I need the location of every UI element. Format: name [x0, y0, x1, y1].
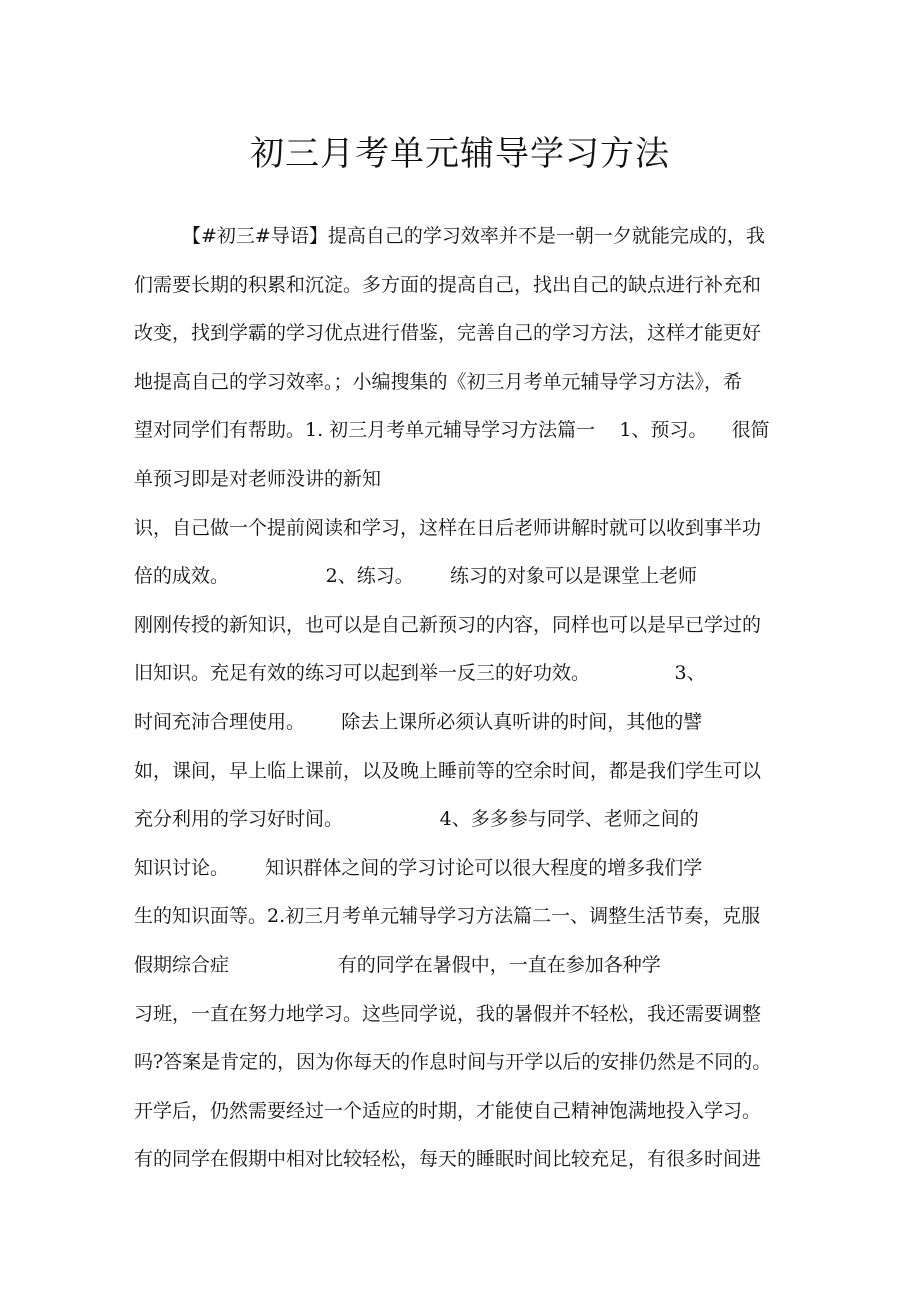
body-line-6: 单预习即是对老师没讲的新知 — [134, 467, 382, 490]
document-title: 初三月考单元辅导学习方法 — [250, 134, 670, 174]
body-line-8: 倍的成效。 2、练习。 练习的对象可以是课堂上老师 — [134, 565, 697, 588]
body-line-3: 改变，找到学霸的学习优点进行借鉴，完善自己的学习方法，这样才能更好 — [134, 322, 762, 345]
body-line-20: 有的同学在假期中相对比较轻松，每天的睡眠时间比较充足，有很多时间进 — [134, 1148, 762, 1171]
body-line-7: 识，自己做一个提前阅读和学习，这样在日后老师讲解时就可以收到事半功 — [134, 516, 762, 539]
body-line-2: 们需要长期的积累和沉淀。多方面的提高自己，找出自己的缺点进行补充和 — [134, 273, 762, 296]
body-line-13: 充分利用的学习好时间。 4、多多参与同学、老师之间的 — [134, 808, 699, 831]
body-line-14: 知识讨论。 知识群体之间的学习讨论可以很大程度的增多我们学 — [134, 856, 703, 879]
body-line-15: 生的知识面等。2.初三月考单元辅导学习方法篇二一、调整生活节奏，克服 — [134, 905, 761, 928]
body-line-10: 旧知识。充足有效的练习可以起到举一反三的好功效。 3、 — [134, 662, 706, 685]
document-body — [134, 212, 834, 1184]
body-line-17: 习班，一直在努力地学习。这些同学说，我的暑假并不轻松，我还需要调整 — [134, 1002, 762, 1025]
body-line-12: 如，课间，早上临上课前，以及晚上睡前等的空余时间，都是我们学生可以 — [134, 759, 762, 782]
body-line-18: 吗?答案是肯定的，因为你每天的作息时间与开学以后的安排仍然是不同的。 — [134, 1051, 772, 1074]
body-line-1: 【#初三#导语】提高自己的学习效率并不是一朝一夕就能完成的，我 — [182, 225, 765, 247]
body-line-16: 假期综合症 有的同学在暑假中，一直在参加各种学 — [134, 953, 661, 976]
body-line-4: 地提高自己的学习效率。；小编搜集的《初三月考单元辅导学习方法》，希 — [134, 370, 743, 393]
body-line-19: 开学后，仍然需要经过一个适应的时期，才能使自己精神饱满地投入学习。 — [134, 1099, 762, 1122]
body-line-9: 刚刚传授的新知识，也可以是自己新预习的内容，同样也可以是早已学过的 — [134, 613, 762, 636]
body-line-11: 时间充沛合理使用。 除去上课所必须认真听讲的时间，其他的譬 — [134, 710, 703, 733]
body-line-5: 望对同学们有帮助。1. 初三月考单元辅导学习方法篇一 1、预习。 很简 — [134, 419, 770, 442]
